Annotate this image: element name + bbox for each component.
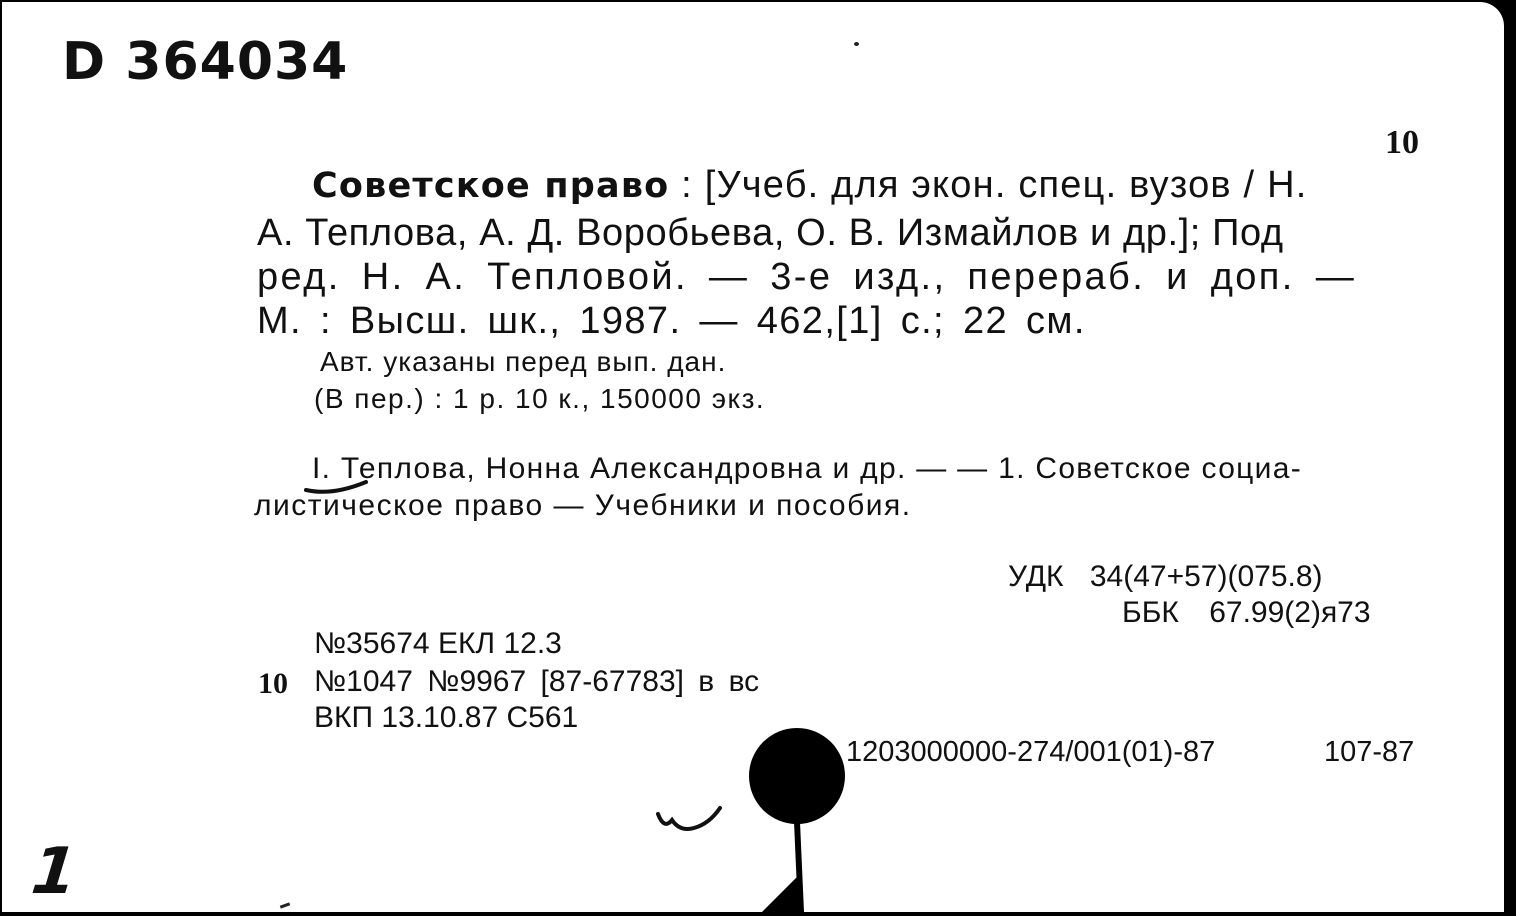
ink-speck [854,42,859,46]
title-bold: Советское право [312,166,670,206]
bbk-label: ББК [1122,596,1179,629]
handwritten-check [654,802,724,836]
note-line-2: (В пер.) : 1 р. 10 к., 150000 экз. [314,383,766,414]
order-line-2: №1047 №9967 [87-67783] в вс [314,665,760,698]
corner-number: 10 [1385,124,1419,161]
shelf-mark: D 364034 [62,32,349,92]
description-line-1 [312,166,1307,204]
tracing-line-2: листическое право — Учебники и пособия. [254,489,912,522]
order-line-3: ВКП 13.10.87 С561 [314,701,579,734]
description-line-1-rest: : [Учеб. для экон. спец. вузов / Н. [669,164,1308,206]
ink-dash [280,902,290,908]
description-line-2: А. Теплова, А. Д. Воробьева, О. В. Измайлов и др.]; Под [257,212,1284,254]
description-line-4: М. : Высш. шк., 1987. — 462,[1] с.; 22 см. [257,300,1086,342]
code-suffix: 107-87 [1324,736,1415,768]
description-line-3: ред. Н. А. Тепловой. — 3-е изд., перераб. и доп. — [257,256,1357,298]
udk-row [1008,562,1323,592]
handwritten-underline [302,478,372,498]
bbk-value: 67.99(2)я73 [1209,596,1371,629]
isbn-code: 1203000000-274/001(01)-87 [846,736,1216,768]
order-line-1: №35674 ЕКЛ 12.3 [314,627,562,660]
handwritten-mark: 1 [28,835,81,909]
order-prefix: 10 [258,667,288,700]
ink-blot [742,726,852,912]
udk-label: УДК [1008,560,1064,593]
bbk-row [1122,598,1371,628]
udk-value: 34(47+57)(075.8) [1089,560,1323,593]
note-line-1: Авт. указаны перед вып. дан. [320,346,727,377]
catalog-card [2,2,1504,912]
tracing-line-1: I. Теплова, Нонна Александровна и др. — — 1. Советское социа- [312,452,1302,485]
